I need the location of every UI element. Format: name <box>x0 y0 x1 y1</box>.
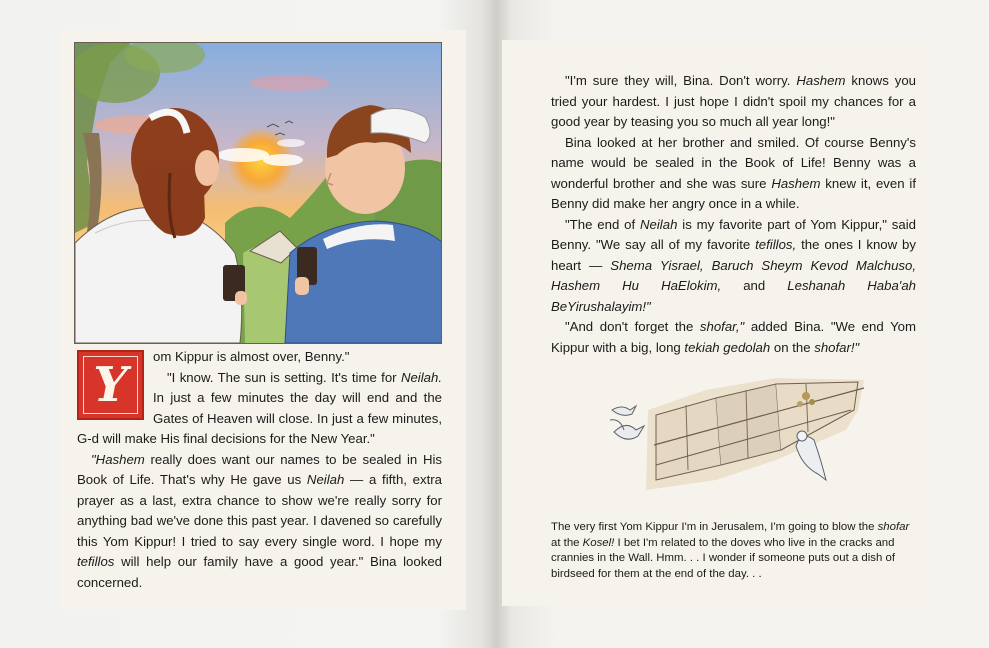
sunset-scene-art <box>75 43 442 344</box>
italic-term: Hashem <box>796 73 846 88</box>
doves-wall-art <box>596 370 868 496</box>
italic-term: Neilah <box>640 216 678 232</box>
paragraph: "I know. The sun is setting. It's time for Neilah. In just a few minutes the day will end and the Gates of Heaven will close. In just a few minutes, G-d will make His final decisions for the New Year." <box>77 369 442 446</box>
paragraph: "And don't forget the shofar," added Bina. "We end Yom Kippur with a big, long tekiah gedolah on the shofar!" <box>551 319 916 355</box>
left-text-column <box>77 347 442 593</box>
italic-term: Leshanah Haba'ah BeYirushalayim!" <box>551 278 916 314</box>
paragraph: Bina looked at her brother and smiled. Of course Benny's name would be sealed in the Book of Life! Benny was a wonderful brother and she was sure Hashem knew it, even if Benny did make her angry once in a while. <box>551 134 916 211</box>
italic-term: Neilah <box>306 472 345 487</box>
italic-term: shofar <box>877 521 910 533</box>
sunset-children-illustration <box>74 42 442 344</box>
illustration-caption: The very first Yom Kippur I'm in Jerusalem, I'm going to blow the shofar at the Kosel! I bet I'm related to the doves who live in the cracks and crannies in the Wall. Hmm. . . I wonder if someone puts out a dish of birdseed for them at the end of the day. . . <box>551 521 910 580</box>
ornamental-drop-cap <box>77 350 144 420</box>
italic-term: Shema Yisrael, Baruch Sheym Kevod Malchuso, Hashem Hu HaElokim, <box>551 257 916 293</box>
paragraph: om Kippur is almost over, Benny." <box>153 349 350 364</box>
italic-term: Kosel! <box>582 536 615 549</box>
paragraph: "Hashem really does want our names to be sealed in His Book of Life. That's why He gave us Neilah — a fifth, extra prayer as a last, extra chance to show we're really sorry for anything bad we've done this past year. I davened so carefully this Yom Kippur! I tried to say every single word. I hope my tefillos will help our family have a good year." Bina looked concerned. <box>77 451 442 590</box>
italic-term: tefillos, <box>755 237 797 252</box>
italic-term: tefillos <box>77 554 115 569</box>
italic-term: shofar!" <box>814 339 860 355</box>
paragraph: "I'm sure they will, Bina. Don't worry. Hashem knows you tried your hardest. I just hope I didn't spoil my chances for a good year by teasing you so much all year long!" <box>551 73 916 129</box>
drop-cap-letter: Y <box>83 356 138 414</box>
italic-term: "Hashem <box>91 451 145 467</box>
italic-term: Neilah. <box>400 369 442 385</box>
doves-wall-illustration <box>596 370 868 496</box>
italic-term: shofar," <box>699 319 745 334</box>
paragraph: "The end of Neilah is my favorite part of Yom Kippur," said Benny. "We say all of my favorite tefillos, the ones I know by heart — Shema Yisrael, Baruch Sheym Kevod Malchuso, Hashem Hu HaElokim, and Leshanah Haba'ah BeYirushalayim!" <box>551 216 916 314</box>
italic-term: tekiah gedolah <box>684 339 771 355</box>
right-text-column <box>551 71 916 358</box>
italic-term: Hashem <box>771 175 821 191</box>
